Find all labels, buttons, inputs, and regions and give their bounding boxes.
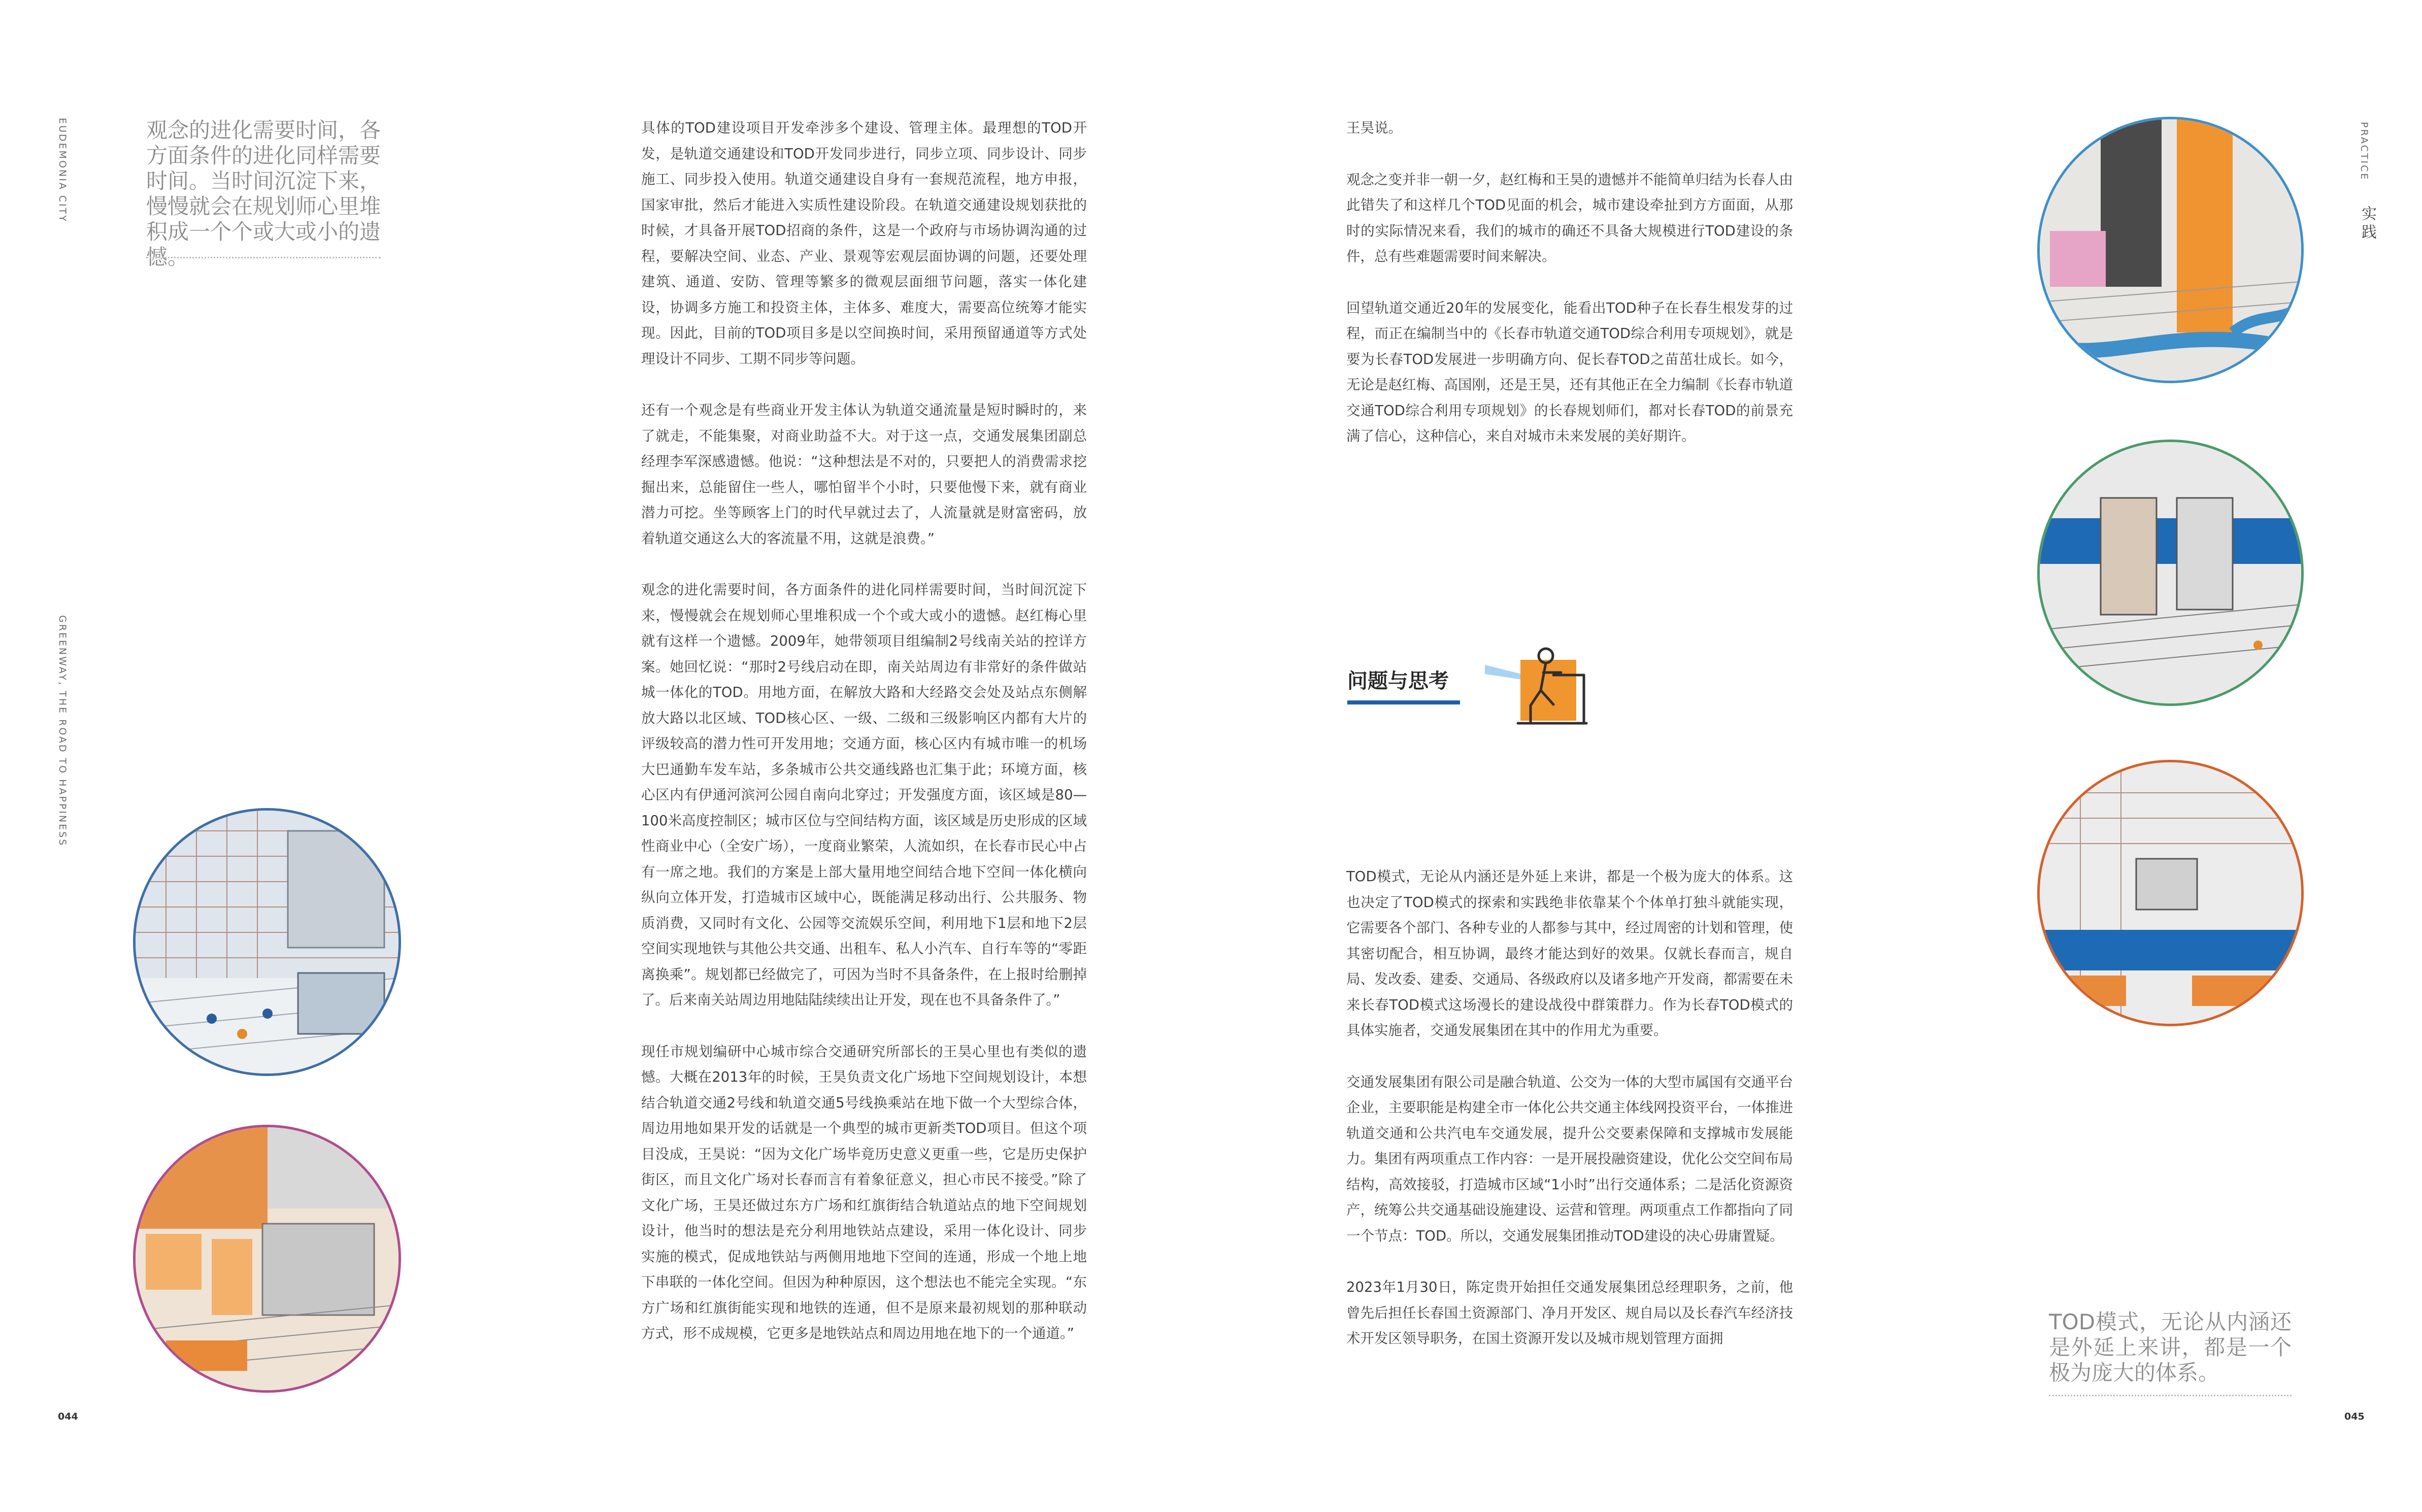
right-body-column-bottom <box>1346 864 1793 1352</box>
right-pull-quote: TOD模式，无论从内涵还是外延上来讲，都是一个极为庞大的体系。 <box>2049 1309 2292 1385</box>
right-body-column-top <box>1346 115 1793 449</box>
right-paragraph-5: 交通发展集团有限公司是融合轨道、公交为一体的大型市属国有交通平台企业，主要职能是构建全市一体化公共交通主体线网投资平台，一体推进轨道交通和公共汽电车交通发展，提升公交要素保障和支撑城市发展能力。集团有两项重点工作内容：一是开展投融资建设，优化公交空间布局结构，高效接驳，打造城市区域“1小时”出行交通体系；二是活化资源资产，统筹公共交通基础设施建设、运营和管理。两项重点工作都指向了同一个节点：TOD。所以，交通发展集团推动TOD建设的决心毋庸置疑。 <box>1346 1073 1793 1244</box>
left-paragraph-4: 现任市规划编研中心城市综合交通研究所部长的王昊心里也有类似的遗憾。大概在2013年的时候，王昊负责文化广场地下空间规划设计，本想结合轨道交通2号线和轨道交通5号线换乘站在地下做一个大型综合体，周边用地如果开发的话就是一个典型的城市更新类TOD项目。但这个项目没成，王昊说：“因为文化广场毕竟历史意义更重一些，它是历史保护街区，而且文化广场对长春而言有着象征意义，担心市民不接受。”除了文化广场，王昊还做过东方广场和红旗街结合轨道站点的地下空间规划设计，他当时的想法是充分利用地铁站点建设，采用一体化设计、同步实施的模式，促成地铁站与两侧用地地下空间的连通，形成一个地上地下串联的一体化空间。但因为种种原因，这个想法也不能完全实现。“东方广场和红旗街能实现和地铁的连通，但不是原来最初规划的那种联动方式，形不成规模，它更多是地铁站点和周边用地在地下的一个通道。” <box>641 1043 1087 1341</box>
left-pull-quote: 观念的进化需要时间，各方面条件的进化同样需要时间。当时间沉淀下来，慢慢就会在规划师心里堆积成一个个或大或小的遗憾。 <box>146 118 381 270</box>
running-title-bottom: GREENWAY, THE ROAD TO HAPPINESS <box>57 615 68 847</box>
worker-at-desk-icon <box>1470 645 1591 726</box>
left-body-column <box>641 115 1087 1347</box>
left-paragraph-2: 还有一个观念是有些商业开发主体认为轨道交通流量是短时瞬时的，来了就走，不能集聚，对商业助益不大。对于这一点，交通发展集团副总经理李军深感遗憾。他说：“这种想法是不对的，只要把人的消费需求挖掘出来，总能留住一些人，哪怕留半个小时，只要他慢下来，就有商业潜力可挖。坐等顾客上门的时代早就过去了，人流量就是财富密码，放着轨道交通这么大的客流量不用，这就是浪费。” <box>641 402 1087 547</box>
circular-station-illustration-4 <box>2037 440 2304 706</box>
right-paragraph-4: TOD模式，无论从内涵还是外延上来讲，都是一个极为庞大的体系。这也决定了TOD模式的探索和实践绝非依靠某个个体单打独斗就能实现，它需要各个部门、各种专业的人都参与其中，经过周密的计划和管理，使其密切配合，相互协调，最终才能达到好的效果。仅就长春而言，规自局、发改委、建委、交通局、各级政府以及诸多地产开发商，都需要在未来长春TOD模式这场漫长的建设战役中群策群力。作为长春TOD模式的具体实施者，交通发展集团在其中的作用尤为重要。 <box>1346 868 1793 1038</box>
circular-station-illustration-1 <box>133 808 401 1076</box>
running-title-en: PRACTICE <box>2359 122 2370 181</box>
right-pull-quote-divider <box>2049 1395 2292 1396</box>
circular-station-illustration-3 <box>2037 117 2304 383</box>
circular-station-illustration-5 <box>2037 760 2304 1026</box>
right-paragraph-3: 回望轨道交通近20年的发展变化，能看出TOD种子在长春生根发芽的过程，而正在编制当中的《长春市轨道交通TOD综合利用专项规划》，就是要为长春TOD发展进一步明确方向、促长春TOD之苗茁壮成长。如今，无论是赵红梅、高国刚，还是王昊，还有其他正在全力编制《长春市轨道交通TOD综合利用专项规划》的长春规划师们，都对长春TOD的前景充满了信心，这种信心，来自对城市未来发展的美好期许。 <box>1346 299 1793 444</box>
circular-station-illustration-2 <box>133 1125 401 1393</box>
left-paragraph-3: 观念的进化需要时间，各方面条件的进化同样需要时间，当时间沉淀下来，慢慢就会在规划师心里堆积成一个个或大或小的遗憾。赵红梅心里就有这样一个遗憾。2009年，她带领项目组编制2号线南关站的控详方案。她回忆说：“那时2号线启动在即，南关站周边有非常好的条件做站城一体化的TOD。用地方面，在解放大路和大经路交会处及站点东侧解放大路以北区域、TOD核心区、一级、二级和三级影响区内都有大片的评级较高的潜力性可开发用地；交通方面，核心区内有城市唯一的机场大巴通勤车发车站，多条城市公共交通线路也汇集于此；环境方面，核心区内有伊通河滨河公园自南向北穿过；开发强度方面，该区域是80—100米高度控制区；城市区位与空间结构方面，该区域是历史形成的区域性商业中心（全安广场），一度商业繁荣，人流如织，在长春市民心中占有一席之地。我们的方案是上部大量用地空间结合地下空间一体化横向纵向立体开发，打造城市区域中心，既能满足移动出行、公共服务、物质消费，又同时有文化、公园等交流娱乐空间，利用地下1层和地下2层空间实现地铁与其他公共交通、出租车、私人小汽车、自行车等的“零距离换乘”。规划都已经做完了，可因为当时不具备条件，在上报时给删掉了。后来南关站周边用地陆陆续续出让开发，现在也不具备条件了。” <box>641 582 1087 1008</box>
section-title-underline <box>1347 700 1460 704</box>
left-page-number: 044 <box>58 1411 78 1422</box>
right-paragraph-2: 观念之变并非一朝一夕，赵红梅和王昊的遗憾并不能简单归结为长春人由此错失了和这样几个TOD见面的机会，城市建设牵扯到方方面面，从那时的实际情况来看，我们的城市的确还不具备大规模进行TOD建设的条件，总有些难题需要时间来解决。 <box>1346 171 1793 264</box>
left-paragraph-1: 具体的TOD建设项目开发牵涉多个建设、管理主体。最理想的TOD开发，是轨道交通建设和TOD开发同步进行，同步立项、同步设计、同步施工、同步投入使用。轨道交通建设自身有一套规范流程，地方申报，国家审批，然后才能进入实质性建设阶段。在轨道交通建设规划获批的时候，才具备开展TOD招商的条件，这是一个政府与市场协调沟通的过程，要解决空间、业态、产业、景观等宏观层面协调的问题，还要处理建筑、通道、安防、管理等繁多的微观层面细节问题，落实一体化建设，协调多方施工和投资主体，主体多、难度大，需要高位统筹才能实现。因此，目前的TOD项目多是以空间换时间，采用预留通道等方式处理设计不同步、工期不同步等问题。 <box>641 120 1087 367</box>
running-title-top: EUDEMONIA CITY <box>57 118 68 223</box>
running-title-cn: 实践 <box>2359 206 2376 242</box>
left-pull-quote-divider <box>146 257 381 258</box>
right-page-number: 045 <box>2344 1411 2365 1422</box>
right-paragraph-6: 2023年1月30日，陈定贵开始担任交通发展集团总经理职务，之前，他曾先后担任长春国土资源部门、净月开发区、规自局以及长春汽车经济技术开发区领导职务，在国土资源开发以及城市规划管理方面拥 <box>1346 1279 1793 1347</box>
section-title: 问题与思考 <box>1347 669 1449 693</box>
right-paragraph-1: 王昊说。 <box>1346 120 1402 136</box>
